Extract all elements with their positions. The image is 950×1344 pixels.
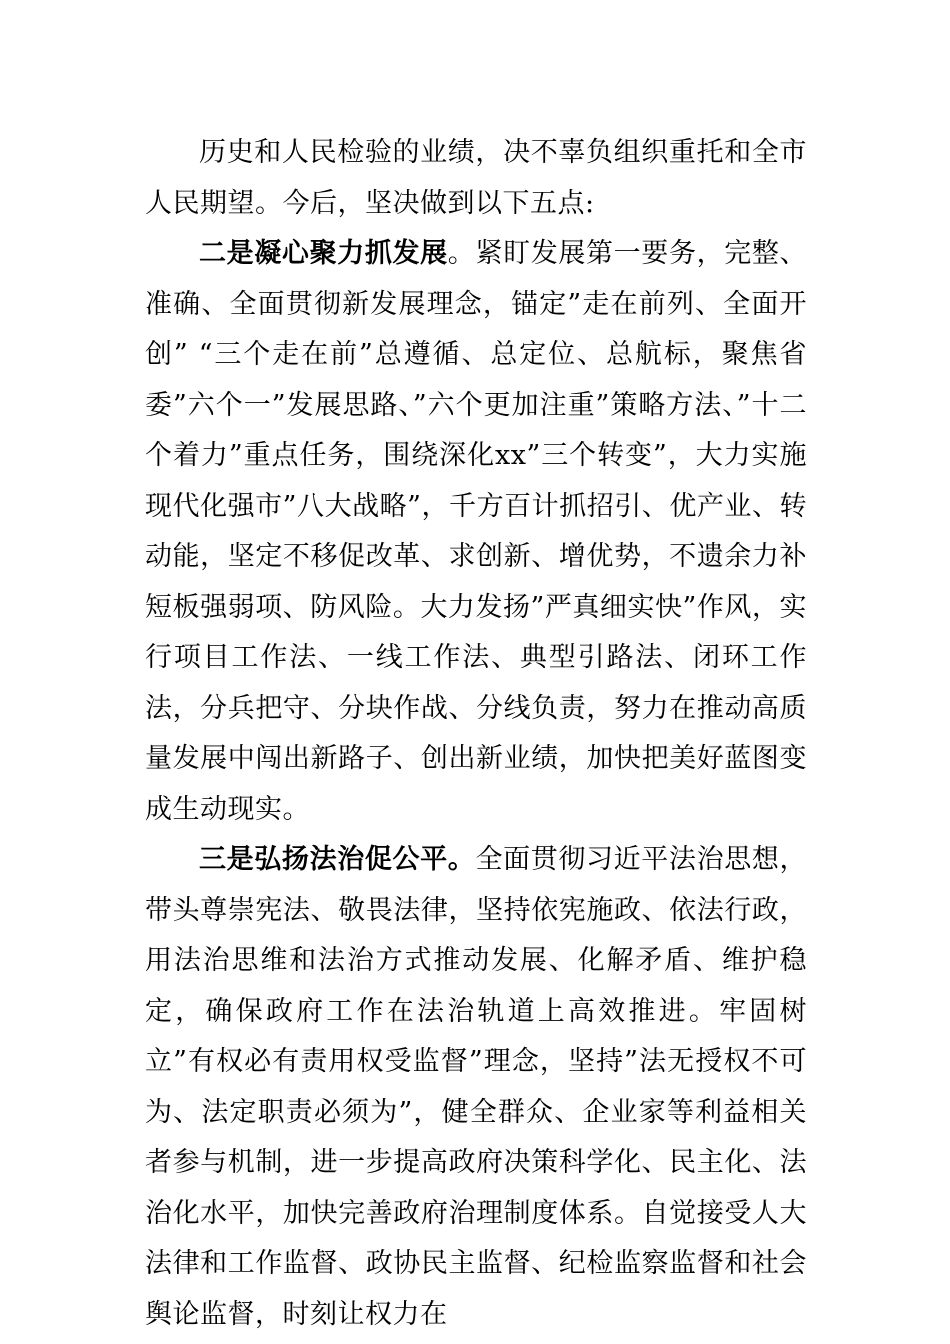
paragraph-point-three bbox=[145, 835, 807, 1340]
paragraph-lead: 三是弘扬法治促公平。 bbox=[199, 844, 476, 875]
paragraph-text: 。紧盯发展第一要务，完整、准确、全面贯彻新发展理念，锚定”走在前列、全面开创” “三个走在前”总遵循、总定位、总航标，聚焦省委”六个一”发展思路、”六个更加注重”策略方法、”十二个着力”重点任务，围绕深化xx”三个转变”，大力实施现代化强市”八大战略”，千方百计抓招引、优产业、转动能，坚定不移促改革、求创新、增优势，不遗余力补短板强弱项、防风险。大力发扬”严真细实快”作风，实行项目工作法、一线工作法、典型引路法、闭环工作法，分兵把守、分块作战、分线负责，努力在推动高质量发展中闯出新路子、创出新业绩，加快把美好蓝图变成生动现实。 bbox=[145, 238, 808, 825]
paragraph-text: 全面贯彻习近平法治思想，带头尊崇宪法、敬畏法律，坚持依宪施政、依法行政，用法治思维和法治方式推动发展、化解矛盾、维护稳定，确保政府工作在法治轨道上高效推进。牢固树立”有权必有责用权受监督”理念，坚持”法无授权不可为、法定职责必须为”，健全群众、企业家等利益相关者参与机制，进一步提高政府决策科学化、民主化、法治化水平，加快完善政府治理制度体系。自觉接受人大法律和工作监督、政协民主监督、纪检监察监督和社会舆论监督，时刻让权力在 bbox=[145, 844, 808, 1330]
paragraph-point-two bbox=[145, 229, 807, 835]
paragraph-text: 历史和人民检验的业绩，决不辜负组织重托和全市人民期望。今后，坚决做到以下五点: bbox=[145, 137, 807, 219]
document-page bbox=[145, 128, 807, 1340]
paragraph-intro bbox=[145, 128, 807, 229]
paragraph-lead: 二是凝心聚力抓发展 bbox=[199, 238, 448, 269]
